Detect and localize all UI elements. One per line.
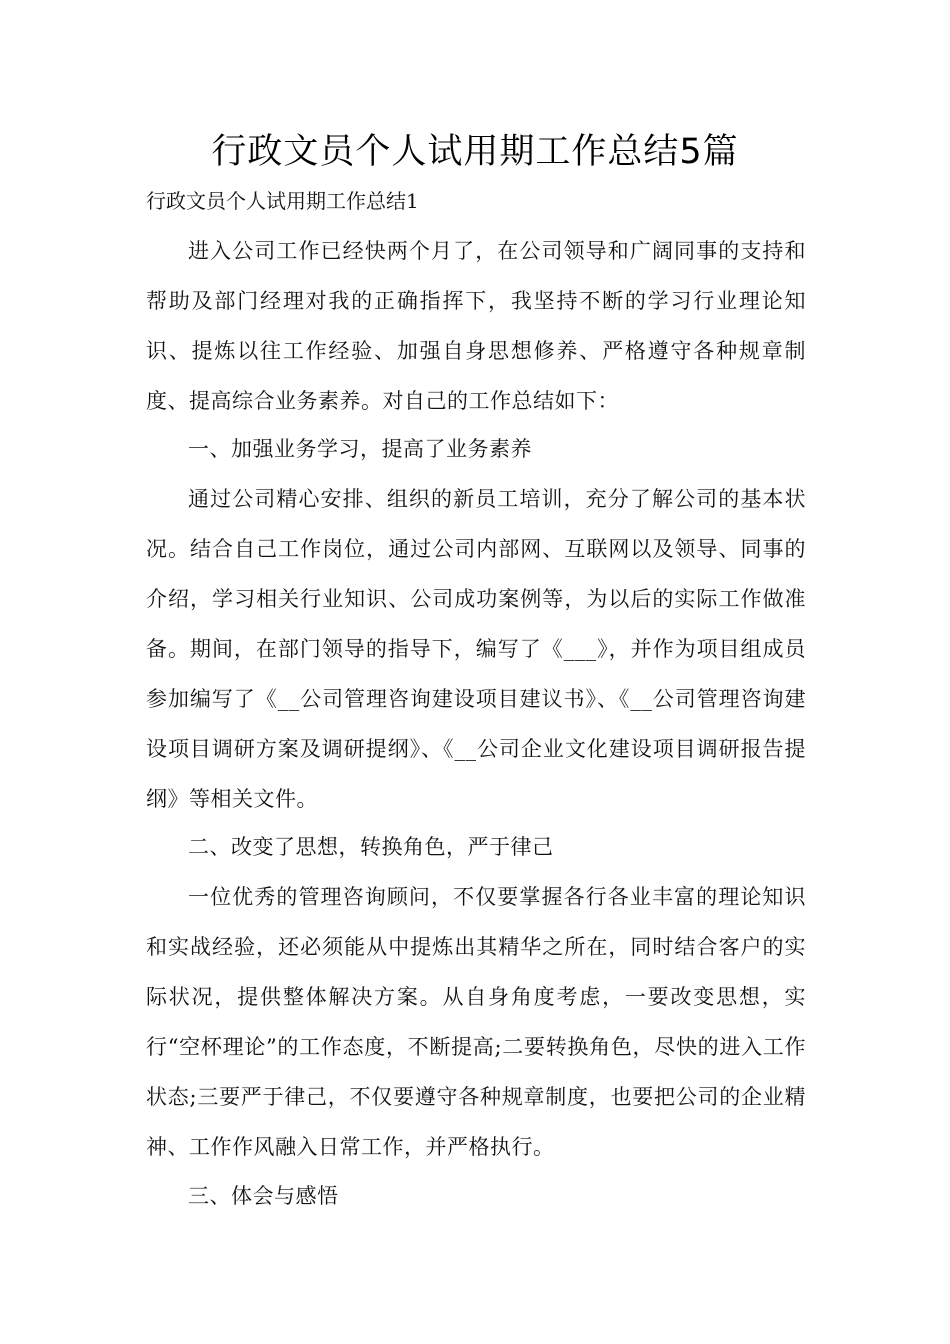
paragraph-section-1: 通过公司精心安排、组织的新员工培训，充分了解公司的基本状况。结合自己工作岗位，通过公司内部网、互联网以及领导、同事的介绍，学习相关行业知识、公司成功案例等，为以后的实际工作做准备。期间，在部门领导的指导下，编写了《___》，并作为项目组成员参加编写了《__公司管理咨询建设项目建议书》、《__公司管理咨询建设项目调研方案及调研提纲》、《__公司企业文化建设项目调研报告提纲》等相关文件。 <box>146 487 806 811</box>
document-subtitle: 行政文员个人试用期工作总结1 <box>146 189 419 213</box>
section-heading-3: 三、体会与感悟 <box>188 1184 339 1208</box>
paragraph-section-2: 一位优秀的管理咨询顾问，不仅要掌握各行各业丰富的理论知识和实战经验，还必须能从中提炼出其精华之所在，同时结合客户的实际状况，提供整体解决方案。从自身角度考虑，一要改变思想，实行“空杯理论”的工作态度，不断提高;二要转换角色，尽快的进入工作状态;三要严于律己，不仅要遵守各种规章制度，也要把公司的企业精神、工作作风融入日常工作，并严格执行。 <box>146 885 806 1159</box>
document-title: 行政文员个人试用期工作总结5篇 <box>211 132 739 172</box>
paragraph-intro: 进入公司工作已经快两个月了，在公司领导和广阔同事的支持和帮助及部门经理对我的正确指挥下，我坚持不断的学习行业理论知识、提炼以往工作经验、加强自身思想修养、严格遵守各种规章制度、提高综合业务素养。对自己的工作总结如下： <box>146 239 806 413</box>
section-heading-2: 二、改变了思想，转换角色，严于律己 <box>188 835 554 859</box>
section-heading-1: 一、加强业务学习，提高了业务素养 <box>188 437 532 461</box>
